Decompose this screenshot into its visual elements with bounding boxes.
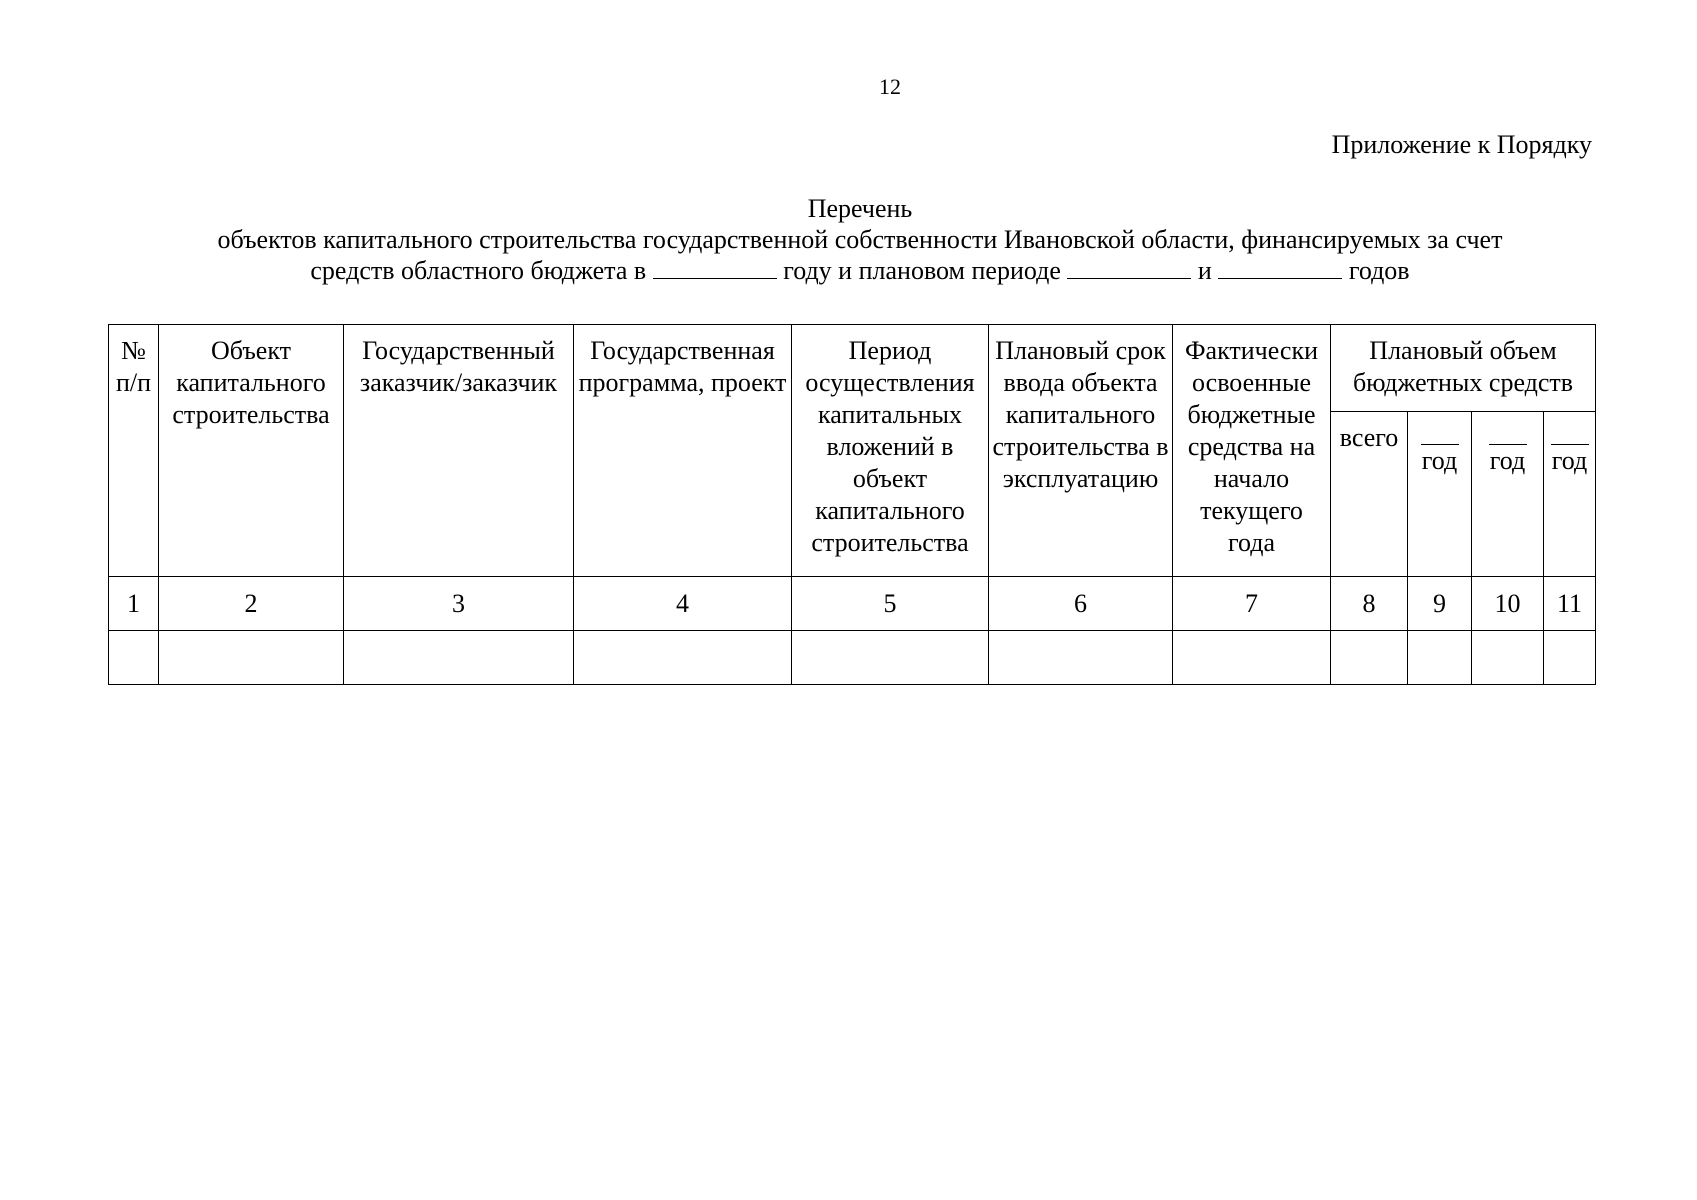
empty-cell[interactable]	[109, 631, 159, 685]
plan-year-1-blank-field[interactable]	[1067, 258, 1191, 279]
column-number: 4	[574, 577, 792, 631]
empty-cell[interactable]	[159, 631, 344, 685]
empty-cell[interactable]	[1173, 631, 1331, 685]
empty-cell[interactable]	[1544, 631, 1596, 685]
column-number: 1	[109, 577, 159, 631]
empty-cell[interactable]	[1331, 631, 1408, 685]
header-investment-period: Период осуществления капитальных вложений в объект капитального строительства	[792, 325, 989, 577]
empty-cell[interactable]	[989, 631, 1173, 685]
column-number: 6	[989, 577, 1173, 631]
header-customer: Государственный заказчик/заказчик	[344, 325, 574, 577]
column-number: 5	[792, 577, 989, 631]
empty-cell[interactable]	[344, 631, 574, 685]
year-1-label: год	[1421, 446, 1458, 475]
year-1-blank[interactable]	[1421, 434, 1459, 445]
empty-cell[interactable]	[1408, 631, 1472, 685]
header-year-3	[1544, 412, 1596, 577]
header-number: № п/п	[109, 325, 159, 577]
column-number: 7	[1173, 577, 1331, 631]
title-line-3-part-4: годов	[1348, 256, 1410, 285]
header-object: Объект капитального строительства	[159, 325, 344, 577]
year-2-blank[interactable]	[1489, 434, 1527, 445]
empty-cell[interactable]	[792, 631, 989, 685]
title-line-3	[130, 255, 1590, 286]
column-number: 10	[1472, 577, 1544, 631]
header-commissioning-date: Плановый срок ввода объекта капитального строительства в эксплуатацию	[989, 325, 1173, 577]
title-line-3-part-3: и	[1197, 256, 1212, 285]
table-header-row-1	[109, 325, 1596, 412]
plan-year-2-blank-field[interactable]	[1218, 258, 1342, 279]
document-title	[130, 193, 1590, 286]
table-row-empty	[109, 631, 1596, 685]
column-number-row	[109, 577, 1596, 631]
appendix-label: Приложение к Порядку	[1331, 130, 1592, 159]
empty-cell[interactable]	[1472, 631, 1544, 685]
year-3-label: год	[1551, 446, 1588, 475]
title-line-3-part-1: средств областного бюджета в	[310, 256, 647, 285]
column-number: 8	[1331, 577, 1408, 631]
year-3-blank[interactable]	[1551, 434, 1589, 445]
column-number: 11	[1544, 577, 1596, 631]
page-number: 12	[879, 74, 901, 99]
header-year-2	[1472, 412, 1544, 577]
empty-cell[interactable]	[574, 631, 792, 685]
title-line-2: объектов капитального строительства государственной собственности Ивановской области, финансируемых за счет	[217, 225, 1503, 254]
header-program: Государственная программа, проект	[574, 325, 792, 577]
header-planned-budget-group: Плановый объем бюджетных средств	[1331, 325, 1596, 412]
header-spent-funds: Фактически освоенные бюджетные средства на начало текущего года	[1173, 325, 1331, 577]
header-year-1	[1408, 412, 1472, 577]
year-blank-field[interactable]	[653, 258, 777, 279]
column-number: 3	[344, 577, 574, 631]
column-number: 9	[1408, 577, 1472, 631]
title-line-3-part-2: году и плановом периоде	[783, 256, 1061, 285]
title-line-1: Перечень	[807, 194, 913, 223]
column-number: 2	[159, 577, 344, 631]
objects-table	[108, 324, 1596, 685]
year-2-label: год	[1489, 446, 1526, 475]
header-total: всего	[1331, 412, 1408, 577]
